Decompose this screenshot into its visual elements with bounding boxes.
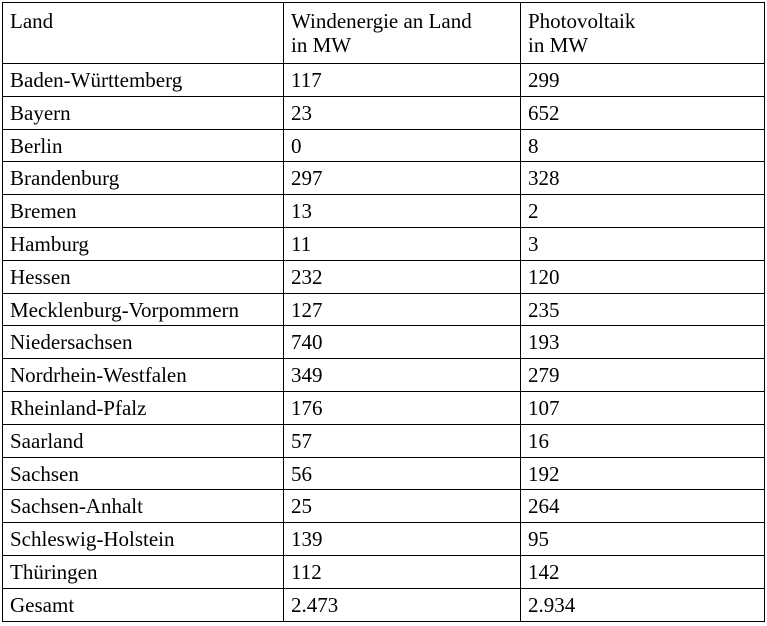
table-row	[3, 96, 765, 129]
table-row	[3, 129, 765, 162]
table-row	[3, 490, 765, 523]
cell-wind: 2.473	[284, 588, 521, 621]
header-land	[3, 3, 284, 64]
table-row	[3, 293, 765, 326]
table-row	[3, 555, 765, 588]
cell-land: Hamburg	[3, 227, 284, 260]
cell-land: Brandenburg	[3, 162, 284, 195]
cell-pv: 193	[521, 326, 765, 359]
cell-wind: 139	[284, 523, 521, 556]
cell-land: Berlin	[3, 129, 284, 162]
cell-land: Gesamt	[3, 588, 284, 621]
cell-pv: 2	[521, 195, 765, 228]
cell-pv: 8	[521, 129, 765, 162]
cell-pv: 235	[521, 293, 765, 326]
cell-land: Saarland	[3, 424, 284, 457]
header-land-label: Land	[10, 9, 54, 33]
cell-wind: 349	[284, 359, 521, 392]
cell-wind: 56	[284, 457, 521, 490]
cell-wind: 127	[284, 293, 521, 326]
cell-wind: 13	[284, 195, 521, 228]
cell-land: Bremen	[3, 195, 284, 228]
table-row	[3, 359, 765, 392]
table-row-total	[3, 588, 765, 621]
cell-pv: 299	[521, 64, 765, 97]
cell-wind: 232	[284, 260, 521, 293]
cell-wind: 25	[284, 490, 521, 523]
table-row	[3, 64, 765, 97]
cell-land: Schleswig-Holstein	[3, 523, 284, 556]
table-row	[3, 195, 765, 228]
cell-wind: 11	[284, 227, 521, 260]
cell-wind: 297	[284, 162, 521, 195]
cell-land: Rheinland-Pfalz	[3, 391, 284, 424]
header-wind	[284, 3, 521, 64]
header-wind-line2: in MW	[291, 33, 352, 57]
cell-land: Baden-Württemberg	[3, 64, 284, 97]
capacity-table	[2, 2, 765, 622]
cell-wind: 23	[284, 96, 521, 129]
cell-wind: 57	[284, 424, 521, 457]
table-row	[3, 326, 765, 359]
table-row	[3, 523, 765, 556]
cell-land: Thüringen	[3, 555, 284, 588]
cell-pv: 652	[521, 96, 765, 129]
table-row	[3, 457, 765, 490]
cell-pv: 279	[521, 359, 765, 392]
cell-land: Nordrhein-Westfalen	[3, 359, 284, 392]
cell-wind: 112	[284, 555, 521, 588]
cell-pv: 264	[521, 490, 765, 523]
table-row	[3, 162, 765, 195]
cell-pv: 142	[521, 555, 765, 588]
cell-pv: 328	[521, 162, 765, 195]
cell-land: Sachsen-Anhalt	[3, 490, 284, 523]
cell-pv: 95	[521, 523, 765, 556]
table-body	[3, 3, 765, 622]
cell-wind: 740	[284, 326, 521, 359]
header-pv	[521, 3, 765, 64]
cell-pv: 120	[521, 260, 765, 293]
cell-pv: 192	[521, 457, 765, 490]
cell-land: Bayern	[3, 96, 284, 129]
cell-wind: 0	[284, 129, 521, 162]
cell-wind: 117	[284, 64, 521, 97]
cell-pv: 107	[521, 391, 765, 424]
cell-land: Mecklenburg-Vorpommern	[3, 293, 284, 326]
cell-wind: 176	[284, 391, 521, 424]
header-pv-line2: in MW	[528, 33, 589, 57]
table-row	[3, 424, 765, 457]
cell-land: Hessen	[3, 260, 284, 293]
header-wind-line1: Windenergie an Land	[291, 9, 472, 33]
cell-pv: 3	[521, 227, 765, 260]
table-row	[3, 227, 765, 260]
table-header-row	[3, 3, 765, 64]
table-row	[3, 391, 765, 424]
cell-pv: 2.934	[521, 588, 765, 621]
cell-land: Niedersachsen	[3, 326, 284, 359]
cell-pv: 16	[521, 424, 765, 457]
table-row	[3, 260, 765, 293]
cell-land: Sachsen	[3, 457, 284, 490]
header-pv-line1: Photovoltaik	[528, 9, 636, 33]
